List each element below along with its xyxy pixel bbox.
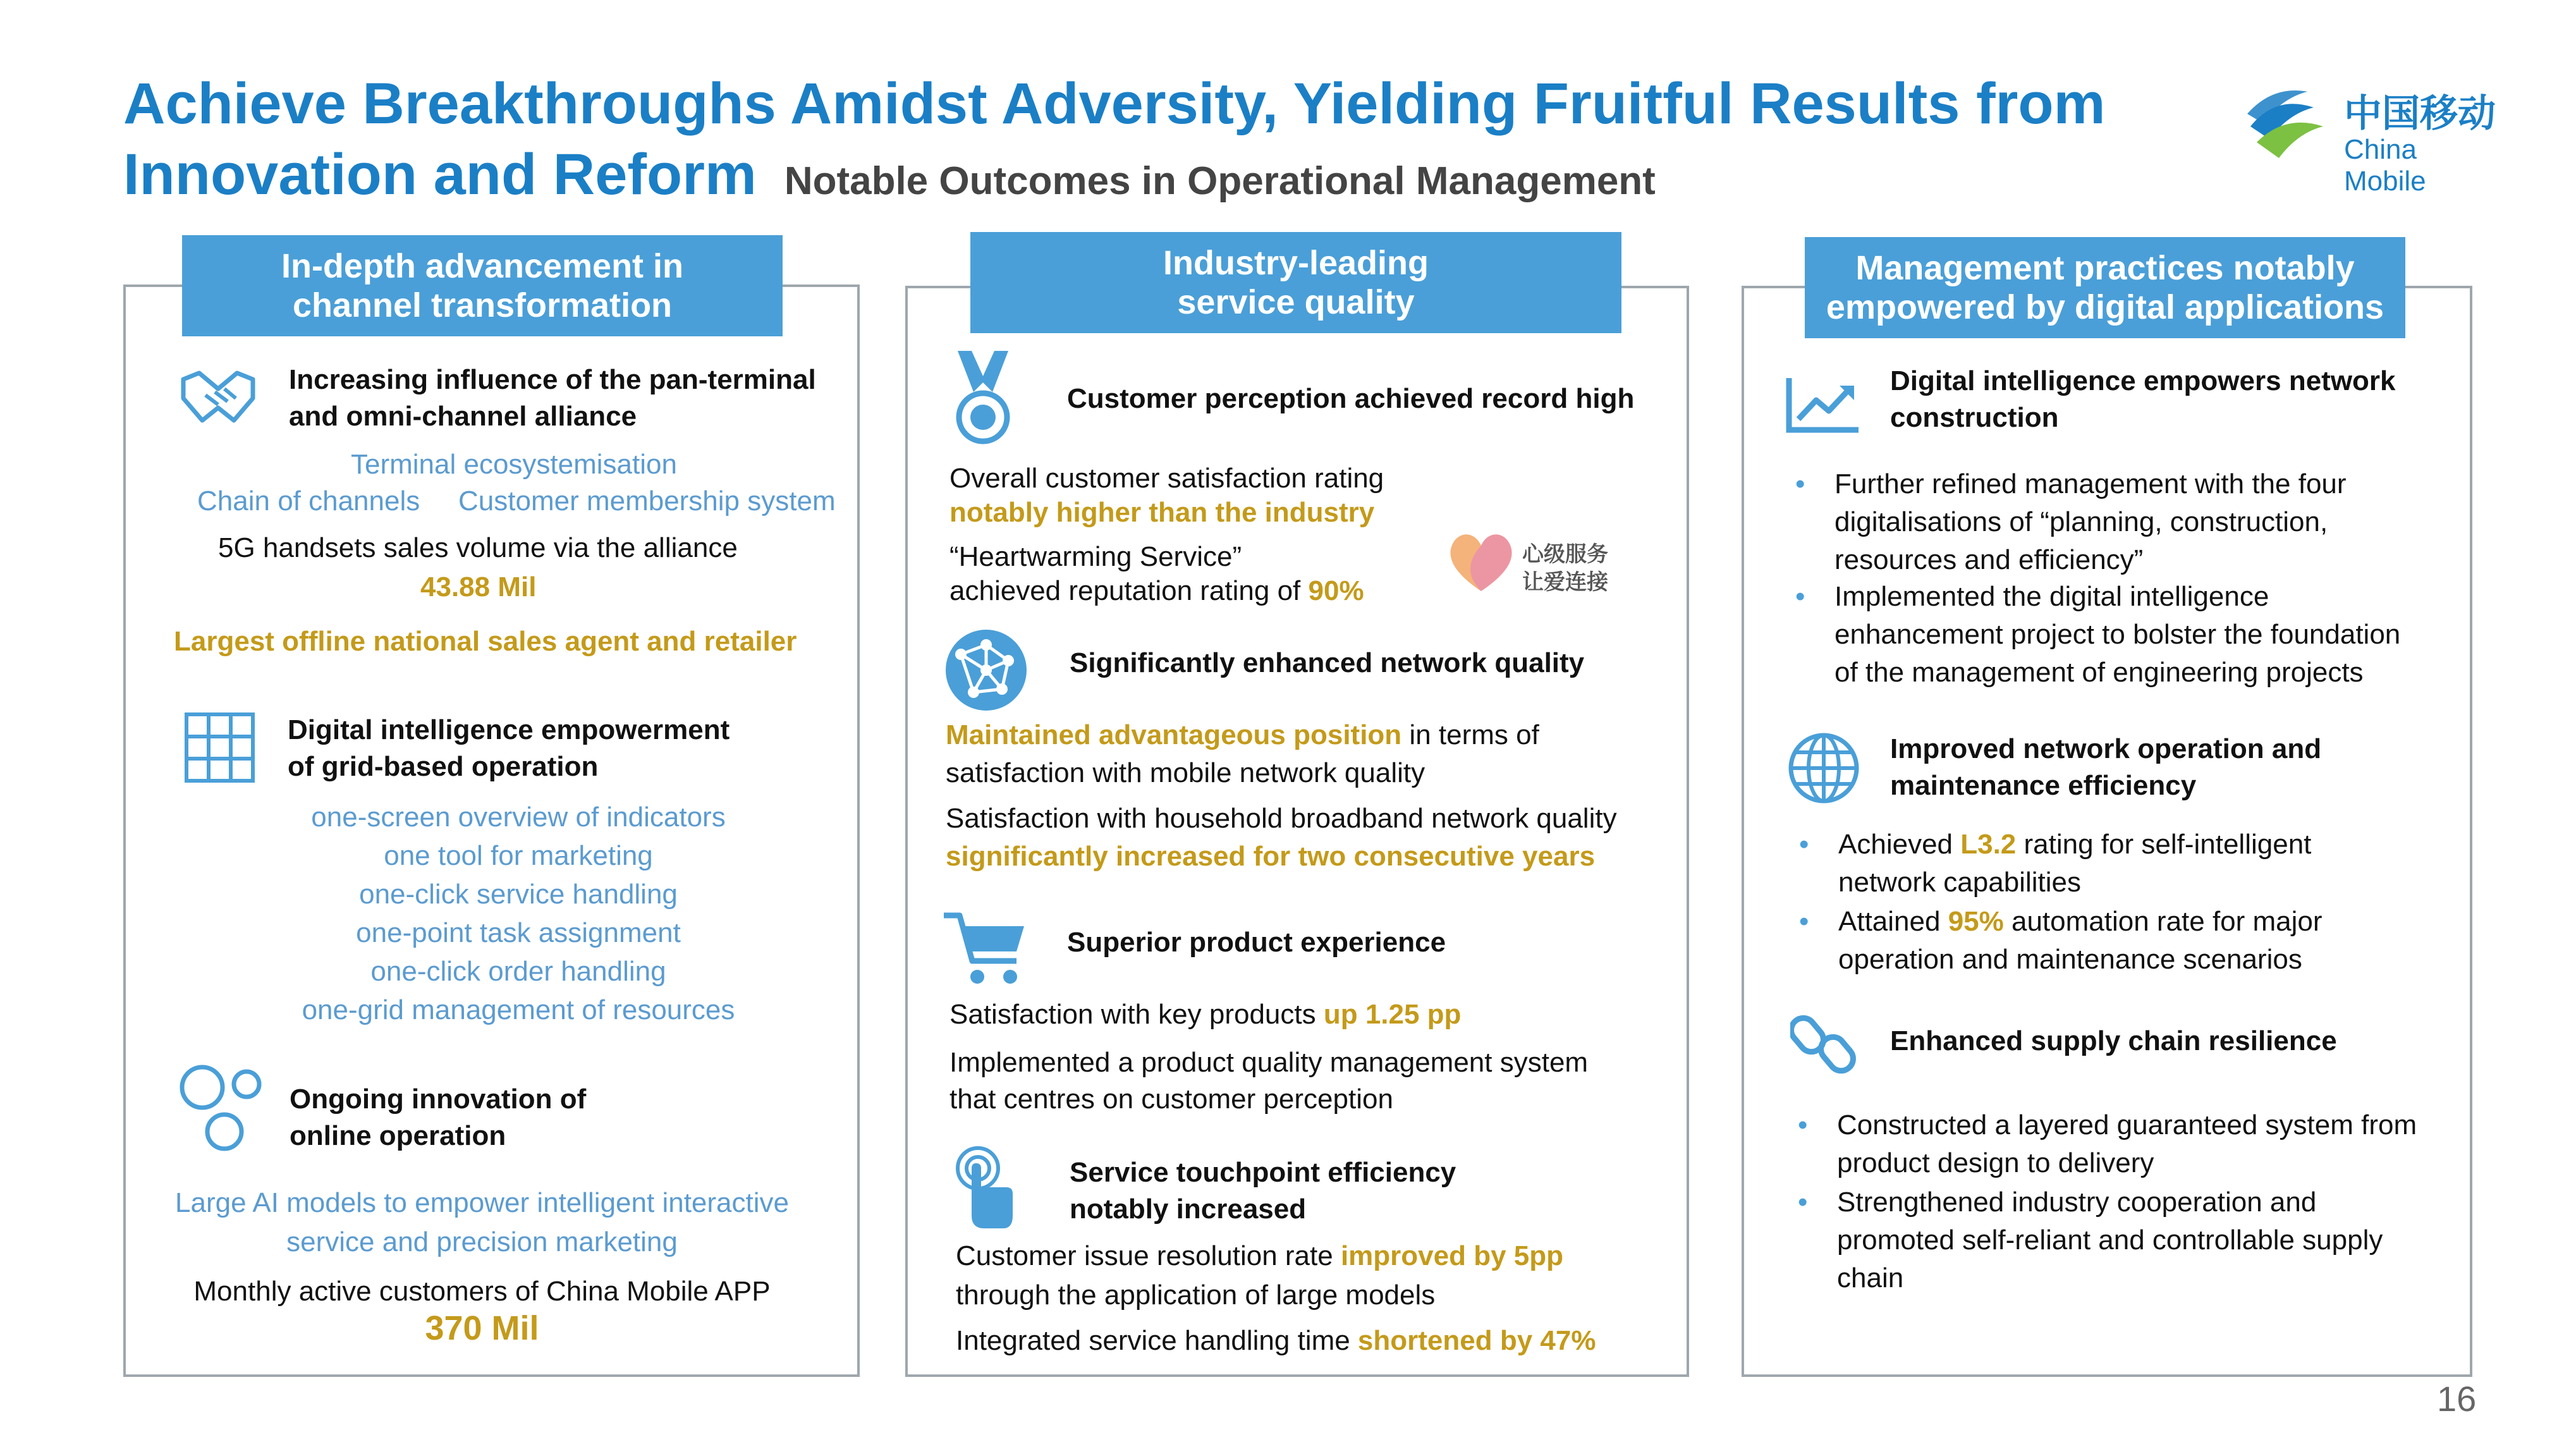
tag-chain-of-channels: Chain of channels [197, 486, 420, 517]
header-col2-line2: service quality [1177, 283, 1415, 321]
title-line-2-main: Innovation and Reform [123, 142, 757, 207]
ai-models-description [145, 1183, 819, 1262]
grid-feature-item: one-click service handling [359, 879, 678, 910]
handling-time-value: shortened by 47% [1357, 1325, 1596, 1356]
s1-title-line2: and omni-channel alliance [289, 401, 637, 432]
bubbles-icon [177, 1059, 266, 1154]
chart-trend-icon [1786, 372, 1862, 435]
header-service-quality [970, 232, 1621, 333]
badge-text-line2: 让爱连接 [1522, 570, 1608, 595]
quality-system-line2: that centres on customer perception [949, 1084, 1393, 1115]
network-operation-title [1890, 731, 2321, 804]
bullet-text: Achieved [1838, 829, 1961, 860]
grid-feature-item: one tool for marketing [384, 840, 653, 871]
handset-sales-value: 43.88 Mil [420, 572, 537, 602]
key-products-value: up 1.25 pp [1323, 999, 1462, 1030]
ai-desc-line1: Large AI models to empower intelligent interactive [175, 1187, 789, 1218]
s2-title [288, 712, 844, 785]
bullet-line: operation and maintenance scenarios [1838, 944, 2302, 975]
network-line2: satisfaction with mobile network quality [946, 757, 1425, 788]
s3-title-line1: Ongoing innovation of [290, 1084, 587, 1115]
slide-title [123, 68, 2146, 217]
supply-bullet-2 [1793, 1183, 2383, 1297]
header-col1-line1: In-depth advancement in [281, 247, 684, 285]
broadband-line2: significantly increased for two consecutive years [946, 841, 1596, 872]
badge-text-line1: 心级服务 [1522, 542, 1608, 567]
grid-feature-item: one-point task assignment [356, 917, 681, 948]
heartwarming-line2 [949, 573, 1364, 609]
heartwarming-service-badge [1446, 528, 1623, 597]
construction-title-line2: construction [1890, 402, 2059, 433]
bullet-text: automation rate for major [2003, 906, 2323, 937]
bullet-line: chain [1837, 1263, 1904, 1293]
bullet-line: promoted self-reliant and controllable supply [1837, 1225, 2383, 1256]
ai-desc-line2: service and precision marketing [286, 1226, 678, 1257]
china-mobile-logo-icon [2238, 82, 2333, 171]
tag-customer-membership: Customer membership system [458, 486, 836, 517]
globe-icon [1788, 732, 1860, 805]
app-mau-value: 370 Mil [425, 1309, 539, 1347]
resolution-rate-value: improved by 5pp [1340, 1240, 1564, 1271]
handshake-icon [180, 360, 256, 430]
header-col3-line1: Management practices notably [1855, 249, 2355, 287]
network-sphere-icon [942, 626, 1030, 714]
touchpoint-title [1070, 1154, 1456, 1228]
bullet-text: Attained [1838, 906, 1948, 937]
network-line1-rest: in terms of [1401, 719, 1539, 750]
title-line-2 [123, 139, 2146, 217]
reputation-value: 90% [1308, 575, 1364, 606]
network-line1-highlight: Maintained advantageous position [946, 719, 1402, 750]
chain-link-icon [1790, 1010, 1860, 1080]
bullet-line [1838, 826, 2311, 864]
network-quality-title: Significantly enhanced network quality [1070, 647, 1585, 678]
s1-title [289, 362, 845, 435]
construction-bullet-1 [1790, 465, 2347, 579]
operation-bullet-1 [1794, 826, 2311, 902]
logo-text-en: China Mobile [2344, 134, 2426, 197]
bullet-line: resources and efficiency” [1834, 544, 2144, 575]
bullet-line: digitalisations of “planning, construction, [1834, 506, 2328, 537]
header-channel-transformation [182, 235, 783, 336]
satisfaction-line1: Overall customer satisfaction rating [949, 463, 1384, 494]
bullet-line: of the management of engineering projects [1834, 657, 2364, 688]
header-col3-line2: empowered by digital applications [1826, 288, 2384, 326]
bullet-line: network capabilities [1838, 867, 2081, 898]
bullet-line: product design to delivery [1837, 1147, 2154, 1178]
china-mobile-logo [2238, 82, 2503, 197]
grid-icon [183, 711, 256, 784]
resolution-rate-label: Customer issue resolution rate [956, 1240, 1341, 1271]
broadband-line1: Satisfaction with household broadband network quality [946, 803, 1617, 834]
logo-text-cn: 中国移动 [2344, 92, 2496, 135]
bullet-line: • Strengthened industry cooperation and [1837, 1187, 2317, 1218]
header-digital-management [1805, 237, 2405, 338]
operation-bullet-2 [1794, 903, 2323, 979]
touchpoint-title-line1: Service touchpoint efficiency [1070, 1157, 1456, 1188]
header-col2-line1: Industry-leading [1163, 244, 1429, 282]
network-construction-title [1890, 363, 2396, 436]
bullet-line: • Further refined management with the four [1834, 468, 2347, 499]
handling-time-label: Integrated service handling time [956, 1325, 1358, 1356]
shopping-cart-icon [941, 910, 1029, 986]
bullet-line: enhancement project to bolster the foundation [1834, 619, 2401, 650]
operation-title-line2: maintenance efficiency [1890, 770, 2197, 801]
supply-chain-title: Enhanced supply chain resilience [1890, 1025, 2337, 1056]
automation-rate-value: 95% [1948, 906, 2004, 937]
heartwarming-line1: “Heartwarming Service” [949, 541, 1242, 572]
bullet-text: rating for self-intelligent [2016, 829, 2312, 860]
s2-title-line1: Digital intelligence empowerment [288, 714, 730, 745]
grid-feature-item: one-grid management of resources [302, 994, 735, 1025]
heart-icon [1446, 528, 1516, 594]
s1-title-line1: Increasing influence of the pan-terminal [289, 364, 816, 395]
supply-bullet-1 [1793, 1106, 2417, 1182]
satisfaction-line2: notably higher than the industry [949, 497, 1375, 528]
operation-title-line1: Improved network operation and [1890, 733, 2322, 764]
handling-time-line [956, 1323, 1596, 1359]
customer-perception-title: Customer perception achieved record high [1067, 383, 1635, 414]
reputation-label: achieved reputation rating of [949, 575, 1309, 606]
handset-sales-label: 5G handsets sales volume via the alliance [218, 532, 738, 563]
largest-retailer-highlight: Largest offline national sales agent and retailer [174, 626, 797, 657]
s3-title [290, 1081, 846, 1154]
grid-features-list [190, 798, 847, 1029]
network-line1 [946, 717, 1539, 754]
title-line-1: Achieve Breakthroughs Amidst Adversity, Yielding Fruitful Results from [123, 71, 2106, 136]
bullet-line: • Implemented the digital intelligence [1834, 581, 2269, 612]
bullet-line: • Constructed a layered guaranteed system from [1837, 1110, 2417, 1140]
page-number: 16 [2437, 1379, 2477, 1419]
slide-subtitle: Notable Outcomes in Operational Management [784, 159, 1656, 203]
bullet-line [1838, 903, 2323, 941]
product-experience-title: Superior product experience [1067, 927, 1446, 958]
key-products-line [949, 996, 1461, 1033]
tag-terminal-ecosystemisation: Terminal ecosystemisation [351, 449, 677, 480]
app-mau-label: Monthly active customers of China Mobile APP [193, 1276, 771, 1307]
touch-icon [943, 1143, 1019, 1232]
quality-system-line1: Implemented a product quality management system [949, 1047, 1589, 1078]
medal-icon [945, 348, 1021, 449]
construction-bullet-2 [1790, 578, 2400, 692]
resolution-rate-line [956, 1238, 1563, 1275]
s2-title-line2: of grid-based operation [288, 751, 599, 782]
l3-rating-value: L3.2 [1960, 829, 2017, 860]
grid-feature-item: one-screen overview of indicators [311, 802, 726, 833]
s3-title-line2: online operation [290, 1120, 506, 1151]
touchpoint-title-line2: notably increased [1070, 1194, 1307, 1225]
large-models-line: through the application of large models [956, 1280, 1436, 1311]
construction-title-line1: Digital intelligence empowers network [1890, 365, 2396, 396]
header-col1-line2: channel transformation [292, 286, 673, 324]
grid-feature-item: one-click order handling [370, 956, 666, 987]
key-products-label: Satisfaction with key products [949, 999, 1324, 1030]
